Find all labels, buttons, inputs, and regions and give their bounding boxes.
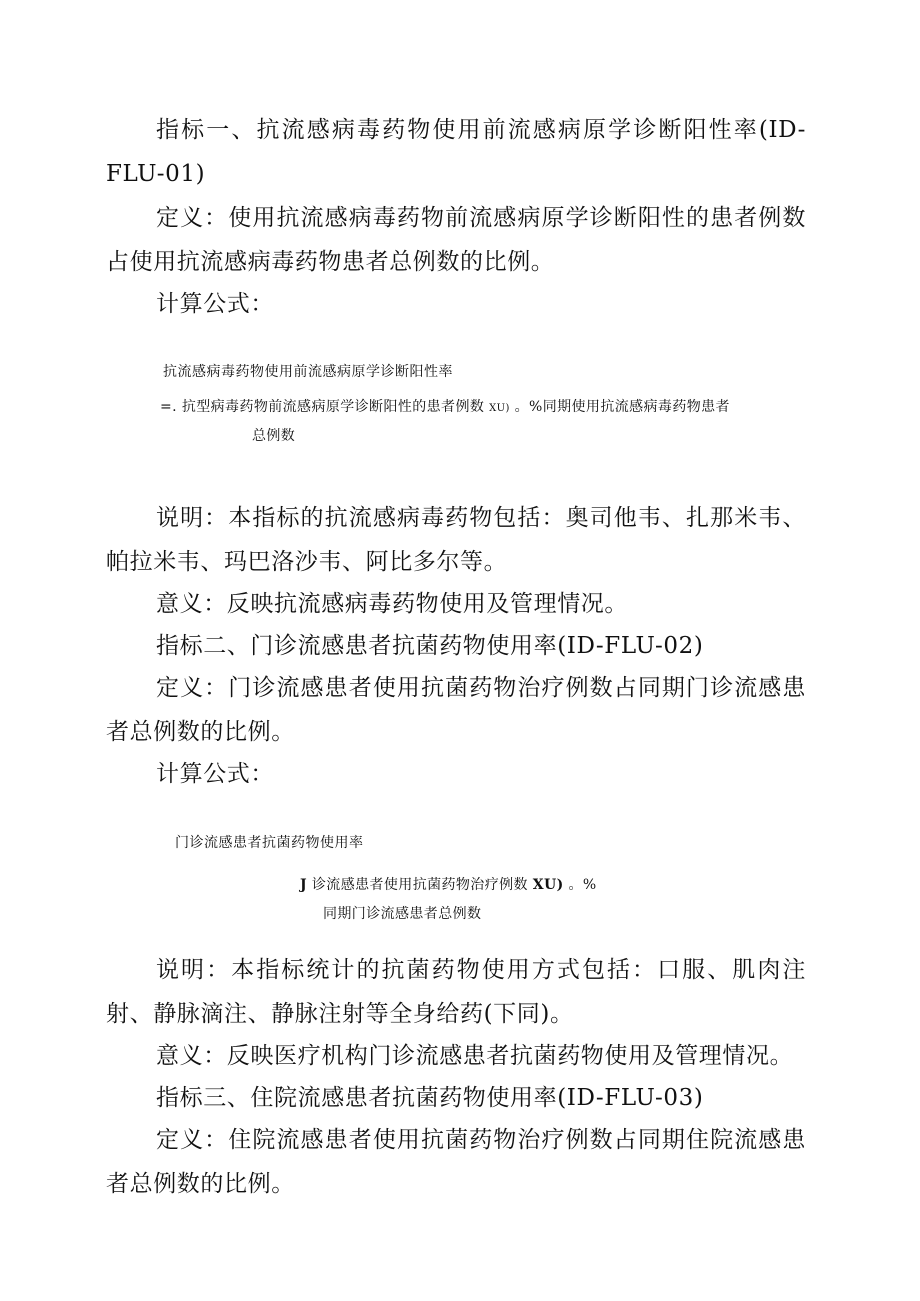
- formula-numerator: 抗型病毒药物前流感病原学诊断阳性的患者例数: [181, 399, 485, 415]
- indicator1-formula-heading: 计算公式：: [156, 291, 274, 317]
- indicator1-title: 指标一、抗流感病毒药物使用前流感病原学诊断阳性率(ID-FLU-01): [106, 117, 806, 187]
- indicator2-formula-lhs: 门诊流感患者抗菌药物使用率: [175, 835, 364, 851]
- indicator2-note: 说明：本指标统计的抗菌药物使用方式包括：口服、肌肉注射、静脉滴注、静脉注射等全身给药(下同)。: [106, 957, 806, 1027]
- indicator2-meaning: 意义：反映医疗机构门诊流感患者抗菌药物使用及管理情况。: [156, 1043, 794, 1069]
- formula-equals: =.: [160, 399, 177, 415]
- indicator1-formula-lhs: 抗流感病毒药物使用前流感病原学诊断阳性率: [163, 364, 453, 380]
- indicator2-definition: 定义：门诊流感患者使用抗菌药物治疗例数占同期门诊流感患者总例数的比例。: [106, 675, 806, 745]
- indicator2-title: 指标二、门诊流感患者抗菌药物使用率(ID-FLU-02): [156, 633, 704, 659]
- indicator1-definition: 定义：使用抗流感病毒药物前流感病原学诊断阳性的患者例数占使用抗流感病毒药物患者总例数的比例。: [106, 205, 806, 275]
- formula-mark: XU): [532, 877, 564, 893]
- formula-suffix: 。%: [568, 877, 597, 893]
- formula-lead: J: [300, 877, 308, 893]
- indicator2-formula-denominator: 同期门诊流感患者总例数: [323, 906, 482, 922]
- indicator1-formula-denominator-tail: 总例数: [252, 428, 296, 444]
- formula-numerator: 诊流感患者使用抗菌药物治疗例数: [311, 877, 528, 893]
- indicator1-formula-rhs: [160, 396, 730, 416]
- indicator3-definition: 定义：住院流感患者使用抗菌药物治疗例数占同期住院流感患者总例数的比例。: [106, 1127, 806, 1197]
- indicator2-formula-rhs: [300, 874, 597, 894]
- indicator2-formula-heading: 计算公式：: [156, 761, 274, 787]
- indicator1-meaning: 意义：反映抗流感病毒药物使用及管理情况。: [156, 591, 628, 617]
- indicator1-note: 说明：本指标的抗流感病毒药物包括：奥司他韦、扎那米韦、帕拉米韦、玛巴洛沙韦、阿比多尔等。: [106, 505, 806, 575]
- indicator3-title: 指标三、住院流感患者抗菌药物使用率(ID-FLU-03): [156, 1085, 704, 1111]
- formula-suffix: 。%同期使用抗流感病毒药物患者: [514, 399, 730, 415]
- formula-mark: XU): [489, 403, 510, 414]
